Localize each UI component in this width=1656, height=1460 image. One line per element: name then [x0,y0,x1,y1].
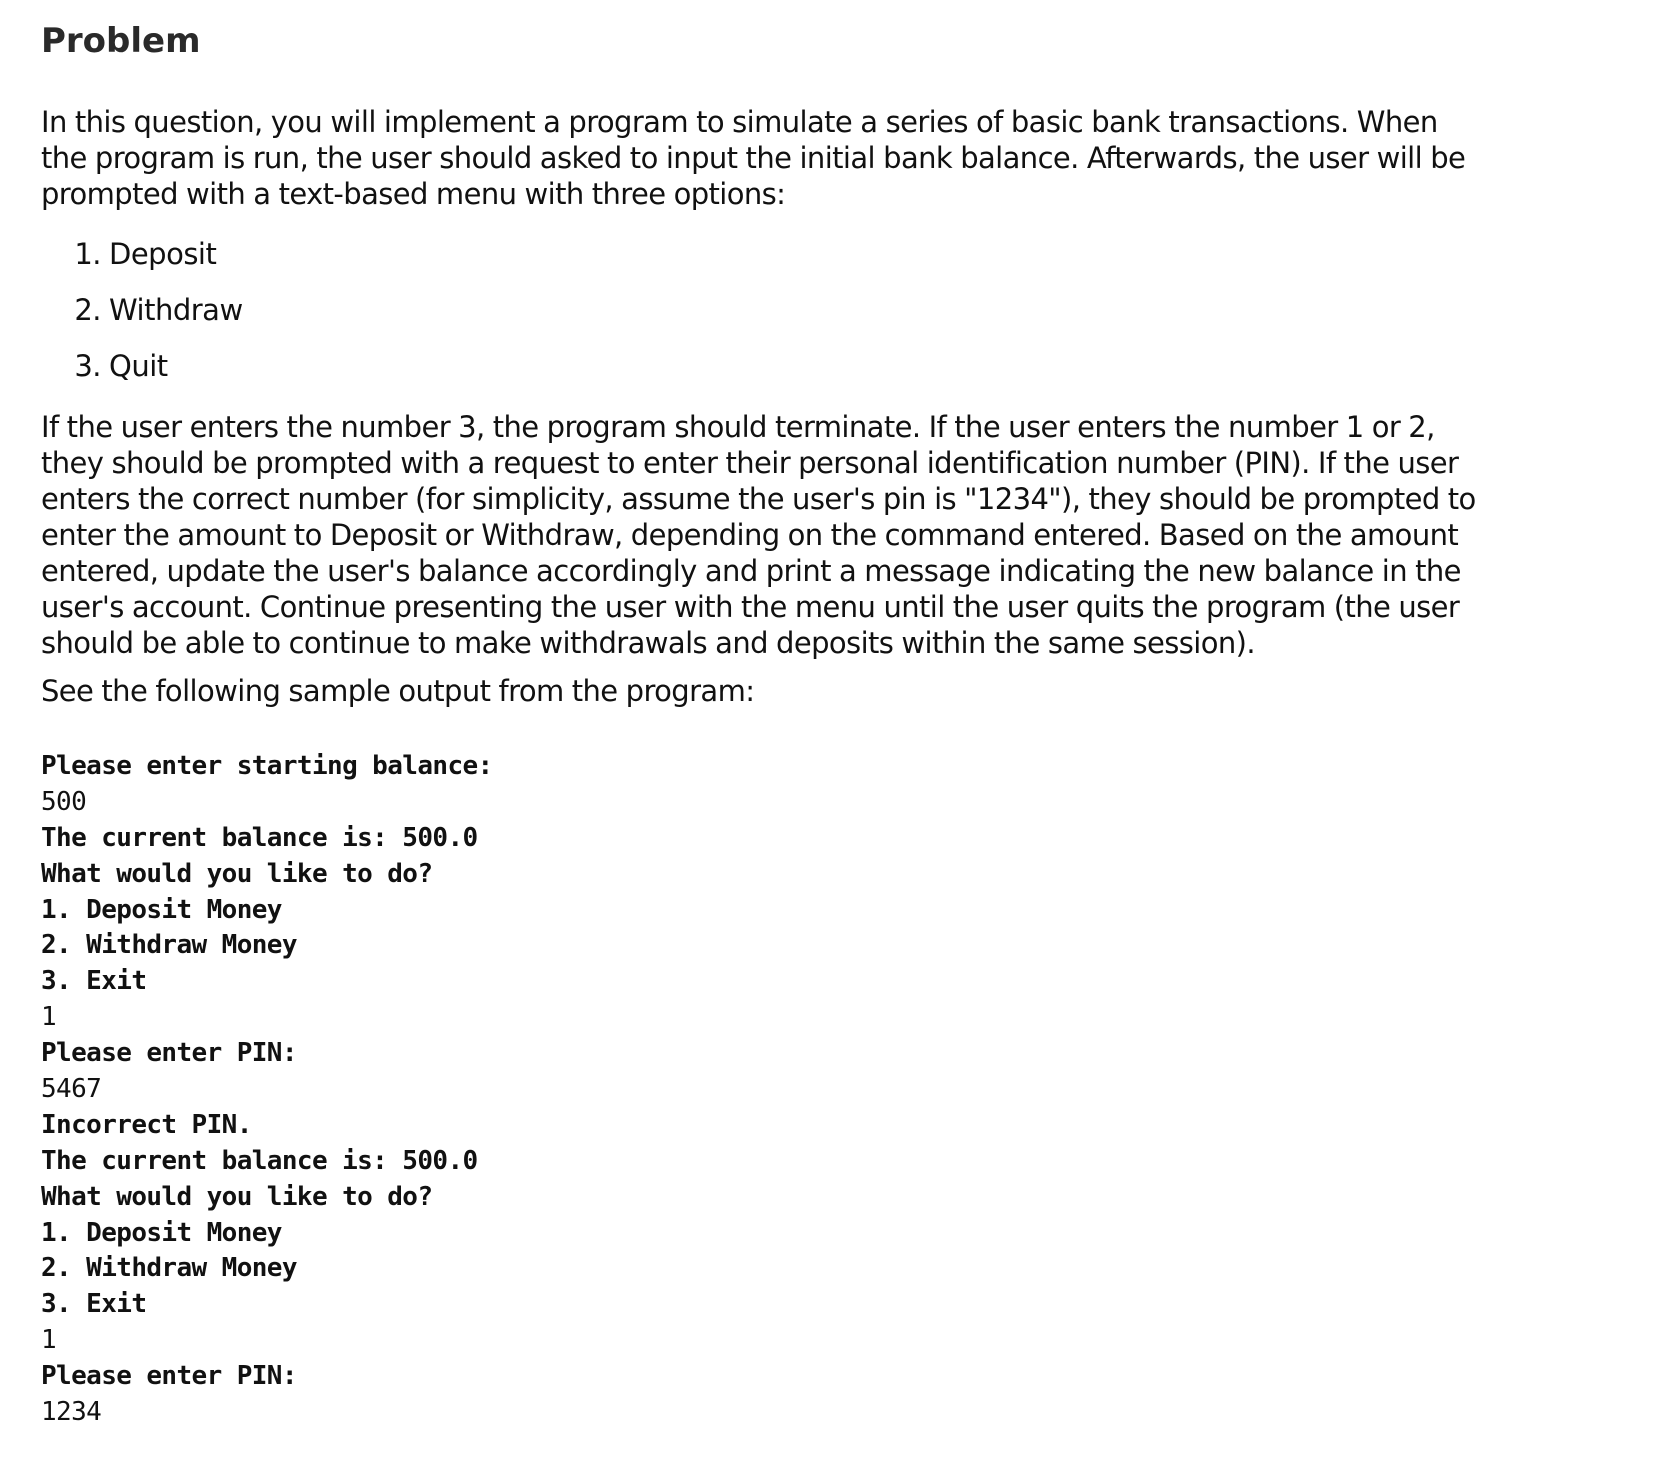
program-output-line: 2. Withdraw Money [41,1253,297,1284]
option-item [41,226,1487,282]
option-number: 3. [74,349,101,383]
option-number: 1. [74,237,101,271]
program-output-line: Please enter starting balance: [41,751,493,781]
option-number: 2. [74,293,101,327]
sample-output-block [41,749,1487,1431]
user-input-line: 5467 [41,1074,102,1105]
user-input-line: 1 [41,1002,57,1033]
user-input-line: 1234 [41,1397,102,1428]
sample-intro-paragraph: See the following sample output from the program: [41,674,755,708]
program-output-line: Incorrect PIN. [41,1109,252,1140]
program-output-line: The current balance is: 500.0 [41,1145,478,1176]
page-title: Problem [41,21,201,61]
option-item [41,338,1487,394]
program-output-line: 1. Deposit Money [41,1217,282,1248]
menu-options-list [41,226,1487,394]
program-output-line: What would you like to do? [41,858,433,889]
problem-document [41,14,1487,1431]
rules-paragraph: If the user enters the number 3, the program should terminate. If the user enters the number 1 or 2, they should be prompted with a request to enter their personal identification number (PIN). If the user enters the correct number (for simplicity, assume the user's pin is "1234"), they should be prompted to enter the amount to Deposit or Withdraw, depending on the command entered. Based on the amount entered, update the user's balance accordingly and print a message indicating the new balance in the user's account. Continue presenting the user with the menu until the user quits the program (the user should be able to continue to make withdrawals and deposits within the same session). [41,410,1476,660]
program-output-line: 3. Exit [41,966,147,997]
program-output-line: 3. Exit [41,1289,147,1320]
option-item [41,282,1487,338]
program-output-line: Please enter PIN: [41,1361,297,1392]
program-output-line: Please enter PIN: [41,1038,297,1069]
user-input-line: 500 [41,786,87,817]
option-label: Quit [109,349,168,383]
user-input-line: 1 [41,1325,57,1356]
intro-paragraph: In this question, you will implement a program to simulate a series of basic bank transactions. When the program is run, the user should asked to input the initial bank balance. Afterwards, the user will be prompted with a text-based menu with three options: [41,105,1466,211]
program-output-line: 1. Deposit Money [41,894,282,925]
program-output-line: What would you like to do? [41,1181,433,1212]
option-label: Withdraw [109,293,243,327]
program-output-line: The current balance is: 500.0 [41,822,478,853]
option-label: Deposit [109,237,217,271]
program-output-line: 2. Withdraw Money [41,930,297,961]
